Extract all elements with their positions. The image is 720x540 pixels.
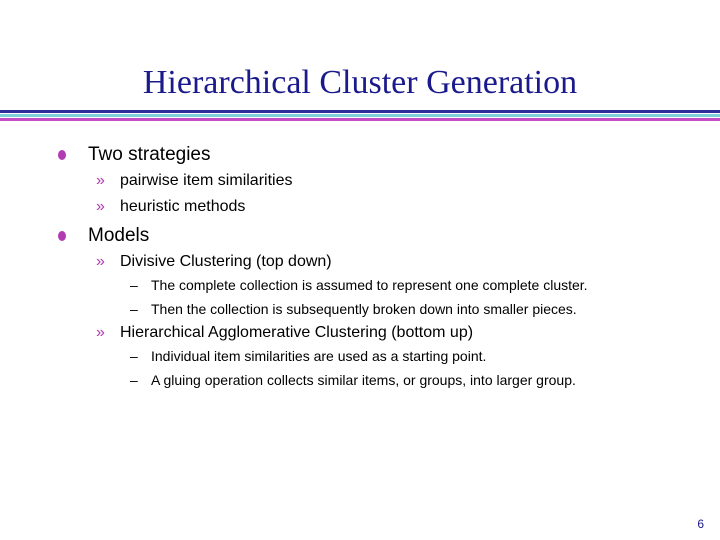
dash-marker-icon: –	[130, 372, 138, 388]
sub-bullet-marker-icon: »	[96, 172, 105, 189]
detail-agglomerative-1: Individual item similarities are used as a starting point.	[151, 348, 487, 364]
bullet-models: Models	[88, 225, 150, 246]
page-number: 6	[697, 517, 704, 531]
detail-agglomerative-2: A gluing operation collects similar items, or groups, into larger group.	[151, 372, 576, 388]
dash-marker-icon: –	[130, 277, 138, 293]
title-rule-top	[0, 110, 720, 113]
sub-bullet-marker-icon: »	[96, 324, 105, 341]
title-rule-bottom	[0, 118, 720, 121]
sub-bullet-agglomerative: Hierarchical Agglomerative Clustering (bottom up)	[120, 324, 474, 341]
sub-bullet-divisive: Divisive Clustering (top down)	[120, 253, 332, 270]
sub-bullet-pairwise: pairwise item similarities	[120, 172, 293, 189]
sub-bullet-marker-icon: »	[96, 253, 105, 270]
bullet-dot-icon	[58, 231, 66, 241]
title-rule-middle	[0, 114, 720, 117]
bullet-two-strategies: Two strategies	[88, 144, 211, 165]
dash-marker-icon: –	[130, 301, 138, 317]
detail-divisive-2: Then the collection is subsequently broken down into smaller pieces.	[151, 301, 577, 317]
detail-divisive-1: The complete collection is assumed to represent one complete cluster.	[151, 277, 588, 293]
dash-marker-icon: –	[130, 348, 138, 364]
bullet-dot-icon	[58, 150, 66, 160]
sub-bullet-heuristic: heuristic methods	[120, 198, 246, 215]
sub-bullet-marker-icon: »	[96, 198, 105, 215]
slide-title: Hierarchical Cluster Generation	[142, 64, 578, 101]
